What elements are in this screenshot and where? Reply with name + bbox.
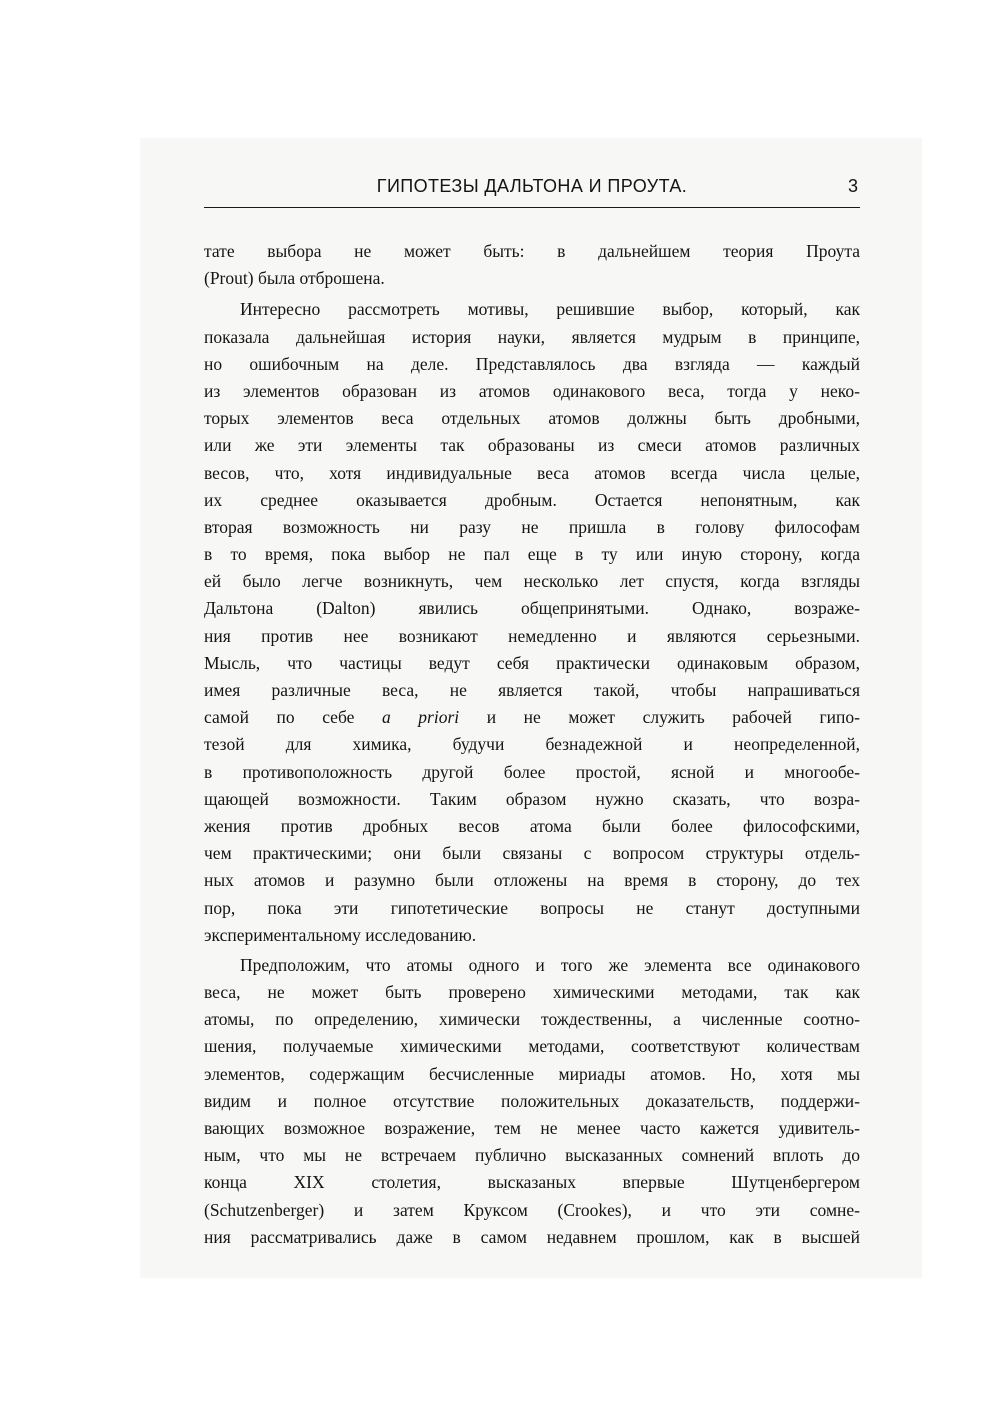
latin-phrase: a priori: [381, 707, 460, 728]
text-line: жения против дробных весов атома были более философскими,: [204, 815, 860, 836]
text-line: ния против нее возникают немедленно и являются серьезными.: [204, 625, 860, 646]
text-line: вторая возможность ни разу не пришла в голову философам: [204, 516, 860, 537]
text-line: в противоположность другой более простой, ясной и многообе-: [204, 761, 860, 782]
text-line: ным, что мы не встречаем публично высказанных сомнений вплоть до: [204, 1145, 860, 1166]
paragraph: [204, 952, 860, 1251]
text-line: имея различные веса, не является такой, чтобы напрашиваться: [204, 680, 860, 700]
running-head: ГИПОТЕЗЫ ДАЛЬТОНА И ПРОУТА.: [376, 176, 688, 196]
text-line: элементов, содержащим бесчисленные мириады атомов. Но, хотя мы: [204, 1063, 860, 1084]
text-line: весов, что, хотя индивидуальные веса атомов всегда числа целые,: [204, 462, 860, 483]
header-rule: [204, 207, 860, 208]
text-line: самой по себе a priori и не может служить рабочей гипо-: [204, 707, 860, 728]
text-line: в то время, пока выбор не пал еще в ту или иную сторону, когда: [204, 544, 860, 565]
text-line: (Schutzenberger) и затем Круксом (Crookes), и что эти сомне-: [204, 1199, 860, 1220]
text-line: Предположим, что атомы одного и того же элемента все одинакового: [240, 954, 860, 975]
text-line: тате выбора не может быть: в дальнейшем теория Проута: [204, 241, 860, 261]
text-line: (Prout) была отброшена.: [204, 268, 385, 289]
paragraph: [204, 238, 860, 292]
text-line: шения, получаемые химическими методами, соответствуют количествам: [204, 1036, 860, 1057]
text-line: Дальтона (Dalton) явились общепринятыми. Однако, возраже-: [204, 598, 860, 619]
text-line: вающих возможное возражение, тем не менее часто кажется удивитель-: [204, 1118, 860, 1138]
text-line: ния рассматривались даже в самом недавнем прошлом, как в высшей: [204, 1226, 860, 1247]
paragraph: [204, 296, 860, 949]
page-header: [204, 174, 860, 206]
text-line: веса, не может быть проверено химическими методами, так как: [204, 982, 860, 1003]
text-line: ных атомов и разумно были отложены на время в сторону, до тех: [204, 870, 860, 891]
text-line: торых элементов веса отдельных атомов должны быть дробными,: [204, 408, 860, 429]
page-number: 3: [847, 176, 858, 196]
text-line: ей было легче возникнуть, чем несколько лет спустя, когда взгляды: [204, 571, 860, 592]
text-line: но ошибочным на деле. Представлялось два взгляда — каждый: [204, 353, 860, 374]
text-line: конца XIX столетия, высказаных впервые Шутценбергером: [204, 1172, 860, 1193]
text-line: Мысль, что частицы ведут себя практически одинаковым образом,: [204, 652, 860, 673]
text-line: Интересно рассмотреть мотивы, решившие выбор, который, как: [240, 299, 860, 320]
text-line: тезой для химика, будучи безнадежной и неопределенной,: [204, 734, 860, 755]
text-line: атомы, по определению, химически тождественны, а численные соотно-: [204, 1009, 860, 1030]
text-line: видим и полное отсутствие положительных доказательств, поддержи-: [204, 1090, 860, 1111]
text-line: экспериментальному исследованию.: [204, 924, 477, 945]
text-line: чем практическими; они были связаны с вопросом структуры отдель-: [204, 843, 860, 864]
text-line: или же эти элементы так образованы из смеси атомов различных: [204, 435, 860, 456]
text-line: их среднее оказывается дробным. Остается непонятным, как: [204, 489, 860, 510]
body-text: [204, 238, 860, 1251]
text-line: щающей возможности. Таким образом нужно сказать, что возра-: [204, 788, 860, 809]
text-line: пор, пока эти гипотетические вопросы не станут доступными: [204, 897, 860, 918]
text-line: из элементов образован из атомов одинакового веса, тогда у неко-: [204, 380, 860, 401]
text-line: показала дальнейшая история науки, является мудрым в принципе,: [204, 326, 860, 347]
